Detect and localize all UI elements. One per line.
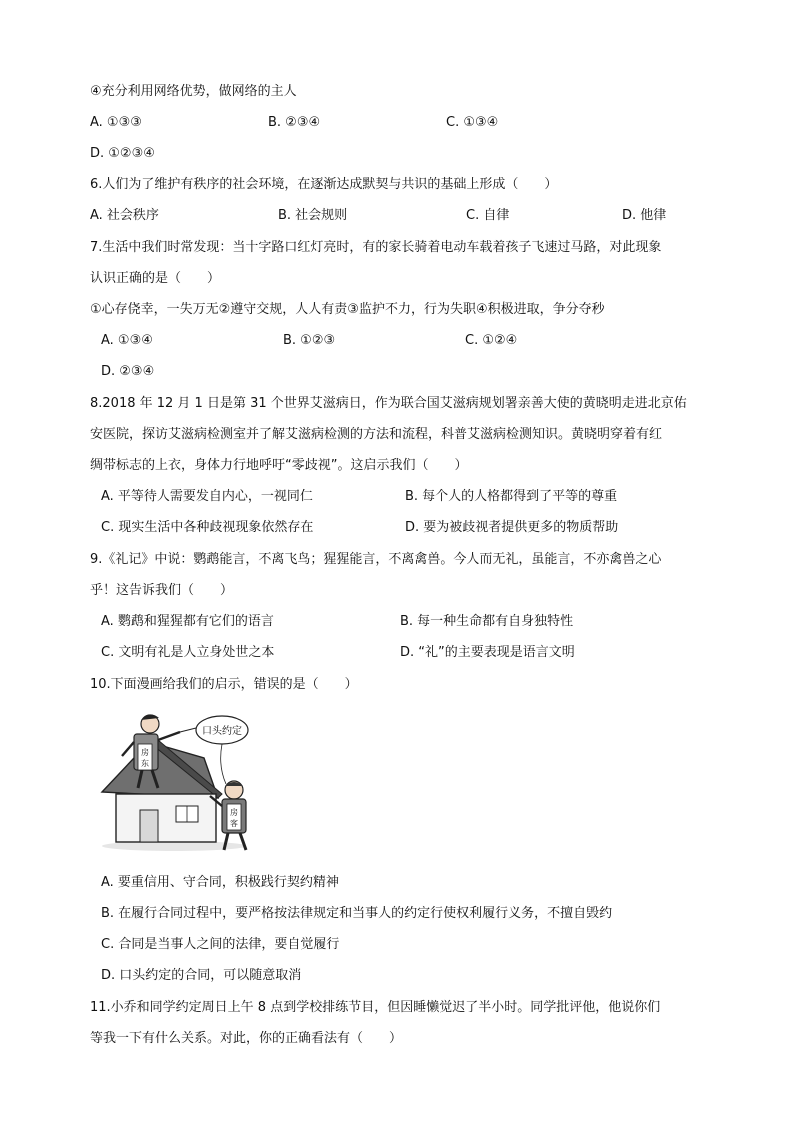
balloon-text: 口头约定 [202,726,242,737]
q11-stem-line2: 等我一下有什么关系。对此，你的正确看法有（ ） [90,1031,403,1046]
q8-option-d[interactable]: D. 要为被歧视者提供更多的物质帮助 [405,520,619,535]
q8-option-c[interactable]: C. 现实生活中各种歧视现象依然存在 [101,520,314,535]
tenant-label-2: 客 [230,819,238,828]
landlord-label-2: 东 [141,759,149,768]
q5-option-b[interactable]: B. ②③④ [268,115,321,130]
q10-stem: 10.下面漫画给我们的启示，错误的是（ ） [90,677,358,692]
q9-option-d[interactable]: D. “礼”的主要表现是语言文明 [400,645,575,660]
q10-option-c[interactable]: C. 合同是当事人之间的法律，要自觉履行 [101,937,340,952]
q10-option-b[interactable]: B. 在履行合同过程中，要严格按法律规定和当事人的约定行使权利履行义务，不擅自毁约 [101,906,613,921]
q8-option-a[interactable]: A. 平等待人需要发自内心，一视同仁 [101,489,313,504]
q6-option-d[interactable]: D. 他律 [622,208,667,223]
q10-option-a[interactable]: A. 要重信用、守合同，积极践行契约精神 [101,875,339,890]
q9-stem-line1: 9.《礼记》中说：鹦鹉能言，不离飞鸟；猩猩能言，不离禽兽。今人而无礼，虽能言，不亦禽兽之心 [90,552,662,567]
q9-option-c[interactable]: C. 文明有礼是人立身处世之本 [101,645,275,660]
q7-option-c[interactable]: C. ①②④ [465,333,518,348]
q10-cartoon [94,706,270,856]
q10-option-d[interactable]: D. 口头约定的合同，可以随意取消 [101,968,302,983]
q5-option-d[interactable]: D. ①②③④ [90,146,155,161]
q7-stem-line1: 7.生活中我们时常发现：当十字路口红灯亮时，有的家长骑着电动车载着孩子飞速过马路，对此现象 [90,240,662,255]
q8-stem-line3: 绸带标志的上衣，身体力行地呼吁“零歧视”。这启示我们（ ） [90,458,468,473]
q8-option-b[interactable]: B. 每个人的人格都得到了平等的尊重 [405,489,618,504]
q6-option-b[interactable]: B. 社会规则 [278,208,348,223]
q5-statement-4: ④充分利用网络优势，做网络的主人 [90,84,297,99]
q6-option-a[interactable]: A. 社会秩序 [90,208,159,223]
q5-option-a[interactable]: A. ①③③ [90,115,142,130]
q7-option-a[interactable]: A. ①③④ [101,333,153,348]
landlord-label-1: 房 [141,748,149,757]
q7-stem-line2: 认识正确的是（ ） [90,271,221,286]
q7-statements: ①心存侥幸，一失万无②遵守交规，人人有责③监护不力，行为失职④积极进取，争分夺秒 [90,302,605,317]
tenant-label-1: 房 [230,808,238,817]
q9-option-b[interactable]: B. 每一种生命都有自身独特性 [400,614,574,629]
q8-stem-line1: 8.2018 年 12 月 1 日是第 31 个世界艾滋病日，作为联合国艾滋病规划署亲善大使的黄晓明走进北京佑 [90,396,687,411]
q7-option-d[interactable]: D. ②③④ [101,364,155,379]
q9-option-a[interactable]: A. 鹦鹉和猩猩都有它们的语言 [101,614,274,629]
q5-option-c[interactable]: C. ①③④ [446,115,499,130]
q7-option-b[interactable]: B. ①②③ [283,333,336,348]
q8-stem-line2: 安医院，探访艾滋病检测室并了解艾滋病检测的方法和流程，科普艾滋病检测知识。黄晓明穿着有红 [90,427,663,442]
q6-stem: 6.人们为了维护有秩序的社会环境，在逐渐达成默契与共识的基础上形成（ ） [90,177,558,192]
q11-stem-line1: 11.小乔和同学约定周日上午 8 点到学校排练节目，但因睡懒觉迟了半小时。同学批评他，他说你们 [90,1000,661,1015]
q9-stem-line2: 乎！这告诉我们（ ） [90,583,234,598]
q6-option-c[interactable]: C. 自律 [466,208,510,223]
